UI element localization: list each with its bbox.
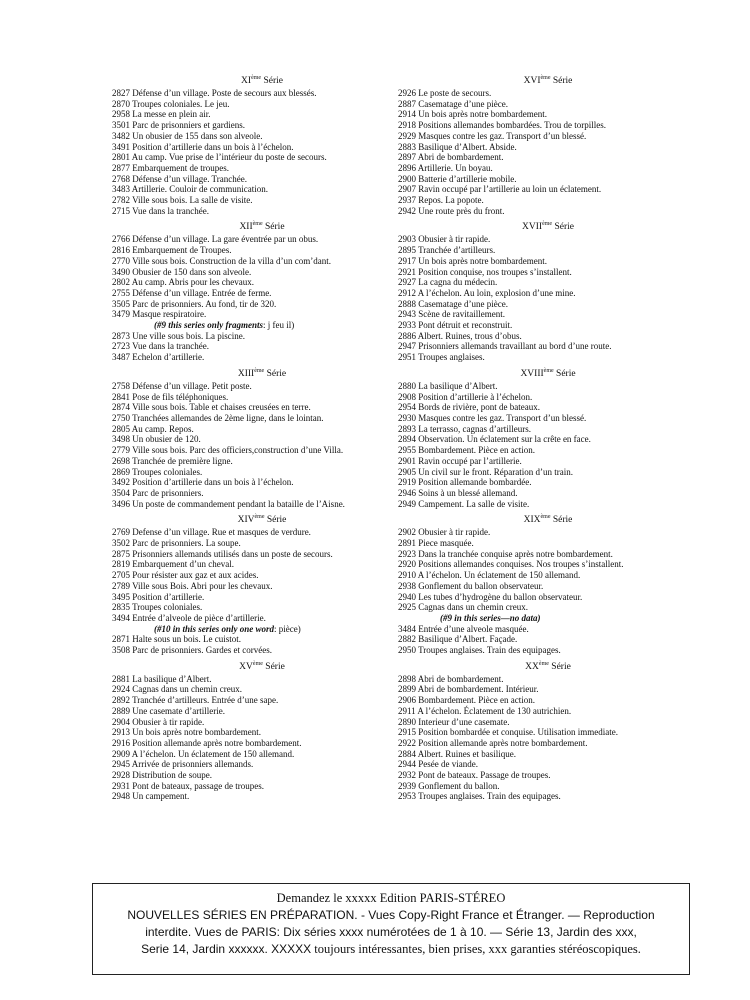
- series-title: [398, 75, 698, 87]
- series-roman: XVII: [522, 222, 543, 233]
- catalog-entry: 3498 Un obusier de 120.: [112, 434, 201, 445]
- catalog-entry: 2900 Batterie d’artillerie mobile.: [398, 173, 517, 184]
- catalog-entry: 2769 Defense d’un village. Rue et masques de verdure.: [112, 527, 311, 538]
- series-label: Série: [551, 661, 571, 672]
- catalog-entry: 3496 Un poste de commandement pendant la bataille de l’Aisne.: [112, 498, 345, 509]
- catalog-entry: 2827 Défense d’un village. Poste de secours aux blessés.: [112, 88, 317, 98]
- catalog-entry: 2893 La terrasso, cagnas d’artilleurs.: [398, 423, 531, 434]
- catalog-entry: 2871 Halte sous un bois. Le cuistot.: [112, 634, 241, 645]
- series-roman: XI: [241, 76, 252, 86]
- catalog-entry: 2921 Position conquise, nos troupes s’installent.: [398, 266, 572, 277]
- catalog-entry: 2884 Albert. Ruines et basilique.: [398, 748, 516, 759]
- series-sup: ème: [252, 221, 263, 228]
- series-roman: XIX: [523, 515, 541, 526]
- catalog-entry: 2873 Une ville sous bois. La piscine.: [112, 330, 245, 341]
- catalog-entry: 2755 Défense d’un village. Entrée de ferme.: [112, 287, 272, 298]
- editor-note-rest: : j feu il): [263, 320, 295, 331]
- series-section: [112, 661, 412, 802]
- catalog-entry: 2768 Défense d’un village. Tranchée.: [112, 173, 247, 184]
- series-title: [112, 75, 412, 87]
- catalog-entry: 2758 Défense d’un village. Petit poste.: [112, 380, 252, 391]
- catalog-entry: 2925 Cagnas dans un chemin creux.: [398, 602, 528, 613]
- catalog-entry: 2924 Cagnas dans un chemin creux.: [112, 684, 242, 695]
- catalog-entry: 2944 Pesée de viande.: [398, 759, 478, 770]
- catalog-entry: 2919 Position allemande bombardée.: [398, 477, 532, 488]
- series-label: Série: [554, 222, 574, 233]
- catalog-entry: 3495 Position d’artillerie.: [112, 591, 205, 602]
- series-section: [398, 514, 698, 655]
- catalog-entry: 2886 Albert. Ruines, trous d’obus.: [398, 330, 522, 341]
- series-section: [398, 75, 698, 216]
- series-label: Série: [265, 222, 285, 233]
- series-roman: XVI: [523, 76, 541, 86]
- series-sup: ème: [543, 367, 554, 374]
- catalog-entry: 2770 Ville sous bois. Construction de la villa d’un com’dant.: [112, 255, 332, 266]
- series-title: [398, 514, 698, 526]
- series-sup: ème: [254, 514, 265, 521]
- catalog-entry: 2945 Arrivée de prisonniers allemands.: [112, 759, 254, 770]
- catalog-entry: 2789 Ville sous Bois. Abri pour les chevaux.: [112, 580, 273, 591]
- catalog-entry: 2805 Au camp. Repos.: [112, 423, 194, 434]
- catalog-entry: 2715 Vue dans la tranchée.: [112, 205, 210, 216]
- editor-note-bold: (#9 in this series—no data): [440, 612, 541, 623]
- series-label: Série: [266, 368, 287, 379]
- catalog-entry: 2955 Bombardement. Pièce en action.: [398, 445, 535, 456]
- catalog-entry: 2880 La basilique d’Albert.: [398, 380, 498, 391]
- catalog-entry: 2951 Troupes anglaises.: [398, 352, 485, 363]
- catalog-entry: 2909 A l’échelon. Un éclatement de 150 allemand.: [112, 748, 295, 759]
- series-section: [112, 514, 412, 655]
- catalog-entry: 2902 Obusier à tir rapide.: [398, 527, 491, 538]
- catalog-entry: 2906 Bombardement. Pièce en action.: [398, 695, 535, 706]
- catalog-entry: 2899 Abri de bombardement. Intérieur.: [398, 684, 539, 695]
- catalog-entry: 3484 Entrée d’une alveole masquée.: [398, 623, 529, 634]
- series-section: [112, 221, 412, 362]
- catalog-entry: 2947 Prisonniers allemands travaillant au bord d’une route.: [398, 341, 612, 352]
- catalog-entry: 2896 Artillerie. Un boyau.: [398, 162, 493, 173]
- catalog-entry: 2929 Masques contre les gaz. Transport d’un blessé.: [398, 130, 587, 141]
- catalog-entry: 2927 La cagna du médecin.: [398, 277, 498, 288]
- catalog-entry: 2913 Un bois après notre bombardement.: [112, 727, 261, 738]
- catalog-entry: 2870 Troupes coloniales. Le jeu.: [112, 98, 230, 109]
- catalog-entry: 2926 Le poste de secours.: [398, 88, 492, 98]
- series-sup: ème: [252, 660, 263, 667]
- catalog-entry: 2931 Pont de bateaux, passage de troupes.: [112, 780, 264, 791]
- footer-box: [92, 883, 690, 975]
- catalog-entry: 2883 Basilique d’Albert. Abside.: [398, 141, 517, 152]
- series-label: Série: [263, 76, 283, 86]
- catalog-entry: 2782 Ville sous bois. La salle de visite.: [112, 195, 253, 206]
- catalog-entry: 2938 Gonflement du ballon observateur.: [398, 580, 544, 591]
- catalog-entry: 2895 Tranchée d’artilleurs.: [398, 245, 496, 256]
- catalog-entry: 2954 Bords de rivière, pont de bateaux.: [398, 402, 540, 413]
- series-section: [112, 75, 412, 216]
- series-sup: ème: [538, 660, 549, 667]
- catalog-entry: 3492 Position d’artillerie dans un bois à l’échelon.: [112, 477, 294, 488]
- catalog-entry: 2892 Tranchée d’artilleurs. Entrée d’une sape.: [112, 695, 279, 706]
- catalog-entry: 2943 Scène de ravitaillement.: [398, 309, 505, 320]
- catalog-entry: 2915 Position bombardée et conquise. Utilisation immediate.: [398, 727, 618, 738]
- catalog-entry: 2953 Troupes anglaises. Train des equipages.: [398, 791, 561, 802]
- catalog-entry: 2928 Distribution de soupe.: [112, 770, 212, 781]
- series-title: [398, 221, 698, 233]
- editor-note-bold: (#9 this series only fragments: [154, 320, 264, 331]
- left-column: [112, 75, 412, 807]
- catalog-entry: 3479 Masque respiratoire.: [112, 309, 207, 320]
- series-title: [398, 368, 698, 380]
- series-roman: XV: [239, 661, 253, 672]
- footer-line-1: Demandez le xxxxx Edition PARIS-STÉREO: [276, 891, 506, 905]
- catalog-entry: 2801 Au camp. Vue prise de l’intérieur du poste de secours.: [112, 152, 327, 163]
- catalog-entry: 2888 Casematage d’une pièce.: [398, 298, 508, 309]
- series-roman: XII: [239, 222, 253, 233]
- catalog-entry: 3505 Parc de prisonniers. Au fond, tir de 320.: [112, 298, 277, 309]
- catalog-entry: 2881 La basilique d’Albert.: [112, 673, 212, 684]
- catalog-entry: 2946 Soins à un blessé allemand.: [398, 487, 518, 498]
- catalog-entry: 2918 Positions allemandes bombardées. Trou de torpilles.: [398, 120, 606, 131]
- catalog-entry: 2949 Campement. La salle de visite.: [398, 498, 530, 509]
- footer-line-3: interdite. Vues de PARIS: Dix séries xxxx numérotées de 1 à 10. — Série 13, Jardin des xxx,: [145, 925, 637, 939]
- catalog-entry: 2819 Embarquement d’un cheval.: [112, 559, 234, 570]
- catalog-entry: 2835 Troupes coloniales.: [112, 602, 203, 613]
- footer-line-4-part-b: toujours intéressantes, bien prises, xxx garanties stéréoscopiques.: [311, 942, 641, 956]
- series-section: [398, 661, 698, 802]
- catalog-entry: 2901 Ravin occupé par l’artillerie.: [398, 455, 522, 466]
- catalog-entry: 2802 Au camp. Abris pour les chevaux.: [112, 277, 254, 288]
- editor-note-bold: (#10 in this series only one word: [154, 623, 275, 634]
- series-roman: XIII: [237, 368, 255, 379]
- catalog-entry: 2940 Les tubes d’hydrogène du ballon observateur.: [398, 591, 583, 602]
- editor-note: [112, 624, 412, 635]
- catalog-entry: 3491 Position d’artillerie dans un bois à l’échelon.: [112, 141, 294, 152]
- catalog-entry: 2920 Positions allemandes conquises. Nos troupes s’installent.: [398, 559, 624, 570]
- catalog-entry: 2908 Position d’artillerie à l’échelon.: [398, 391, 533, 402]
- series-title: [112, 368, 412, 380]
- catalog-entry: 2910 A l’échelon. Un éclatement de 150 allemand.: [398, 570, 581, 581]
- series-sup: ème: [542, 221, 553, 228]
- catalog-entry: 3501 Parc de prisonniers et gardiens.: [112, 120, 245, 131]
- series-title: [112, 221, 412, 233]
- catalog-entry: 3494 Entrée d’alveole de pièce d’artillerie.: [112, 612, 266, 623]
- editor-note: [398, 613, 698, 624]
- editor-note-rest: : pièce): [274, 623, 301, 634]
- catalog-entry: 2950 Troupes anglaises. Train des equipages.: [398, 645, 561, 656]
- series-section: [398, 221, 698, 362]
- catalog-entry: 2907 Ravin occupé par l’artillerie au loin un éclatement.: [398, 184, 602, 195]
- catalog-entry: 2930 Masques contre les gaz. Transport d’un blessé.: [398, 412, 587, 423]
- footer-line-4: [101, 941, 681, 958]
- catalog-entry: 3502 Parc de prisonniers. La soupe.: [112, 538, 241, 549]
- catalog-entry: 2877 Embarquement de troupes.: [112, 162, 229, 173]
- catalog-entry: 2705 Pour résister aux gaz et aux acides.: [112, 570, 259, 581]
- catalog-entry: 3482 Un obusier de 155 dans son alveole.: [112, 130, 263, 141]
- catalog-entry: 2911 A l’échelon. Éclatement de 130 autrichien.: [398, 705, 572, 716]
- catalog-entry: 2904 Obusier à tir rapide.: [112, 716, 205, 727]
- catalog-entry: 2942 Une route près du front.: [398, 205, 505, 216]
- catalog-entry: 3508 Parc de prisonniers. Gardes et corvées.: [112, 645, 272, 656]
- right-column: [398, 75, 698, 807]
- catalog-entry: 2750 Tranchées allemandes de 2ème ligne, dans le lointan.: [112, 412, 324, 423]
- catalog-entry: 2894 Observation. Un éclatement sur la crête en face.: [398, 434, 591, 445]
- series-label: Série: [552, 515, 573, 526]
- series-title: [112, 661, 412, 673]
- catalog-entry: 2841 Pose de fils téléphoniques.: [112, 391, 229, 402]
- footer-line-4-part-a: Serie 14, Jardin xxxxxx. XXXXX: [141, 942, 312, 956]
- footer-line-2: NOUVELLES SÉRIES EN PRÉPARATION. - Vues Copy-Right France et Étranger. — Reproduction: [127, 908, 655, 922]
- catalog-entry: 2916 Position allemande après notre bombardement.: [112, 737, 302, 748]
- catalog-entry: 2875 Prisonniers allemands utilisés dans un poste de secours.: [112, 548, 333, 559]
- catalog-entry: 2958 La messe en plein air.: [112, 109, 211, 120]
- catalog-entry: 3490 Obusier de 150 dans son alveole.: [112, 266, 252, 277]
- catalog-entry: 2816 Embarquement de Troupes.: [112, 245, 232, 256]
- catalog-entry: 2723 Vue dans la tranchée.: [112, 341, 210, 352]
- catalog-entry: 3487 Echelon d’artillerie.: [112, 352, 205, 363]
- catalog-entry: 2914 Un bois après notre bombardement.: [398, 109, 547, 120]
- catalog-entry: 2766 Défense d’un village. La gare éventrée par un obus.: [112, 234, 319, 245]
- catalog-entry: 2905 Un civil sur le front. Réparation d’un train.: [398, 466, 573, 477]
- catalog-entry: 2933 Pont détruit et reconstruit.: [398, 320, 513, 331]
- series-roman: XX: [525, 661, 539, 672]
- series-title: [112, 514, 412, 526]
- catalog-entry: 2948 Un campement.: [112, 791, 190, 802]
- catalog-entry: 2698 Tranchée de première ligne.: [112, 455, 233, 466]
- editor-note: [112, 320, 412, 331]
- series-roman: XIV: [237, 515, 255, 526]
- series-label: Série: [266, 515, 287, 526]
- series-sup: ème: [251, 75, 262, 81]
- series-label: Série: [265, 661, 285, 672]
- series-title: [398, 661, 698, 673]
- catalog-entry: 2917 Un bois après notre bombardement.: [398, 255, 547, 266]
- series-roman: XVIII: [520, 368, 544, 379]
- catalog-entry: 2874 Ville sous bois. Table et chaises creusées en terre.: [112, 402, 311, 413]
- catalog-entry: 2890 Interieur d’une casemate.: [398, 716, 510, 727]
- series-label: Série: [552, 76, 573, 86]
- catalog-entry: 2882 Basilique d’Albert. Façade.: [398, 634, 518, 645]
- catalog-entry: 2889 Une casemate d’artillerie.: [112, 705, 225, 716]
- catalog-entry: 2897 Abri de bombardement.: [398, 152, 504, 163]
- catalog-entry: 2898 Abri de bombardement.: [398, 673, 504, 684]
- catalog-entry: 2922 Position allemande après notre bombardement.: [398, 737, 588, 748]
- series-sup: ème: [540, 514, 551, 521]
- series-label: Série: [556, 368, 576, 379]
- series-sup: ème: [540, 75, 551, 81]
- catalog-entry: 2891 Piece masquée.: [398, 538, 474, 549]
- catalog-entry: 2887 Casematage d’une pièce.: [398, 98, 508, 109]
- series-section: [398, 368, 698, 509]
- catalog-entry: 3483 Artillerie. Couloir de communication.: [112, 184, 268, 195]
- series-section: [112, 368, 412, 509]
- catalog-entry: 2903 Obusier à tir rapide.: [398, 234, 491, 245]
- catalog-entry: 2939 Gonflement du ballon.: [398, 780, 500, 791]
- series-sup: ème: [254, 367, 265, 374]
- catalog-entry: 2912 A l’échelon. Au loin, explosion d’une mine.: [398, 287, 576, 298]
- catalog-entry: 2923 Dans la tranchée conquise après notre bombardement.: [398, 548, 613, 559]
- catalog-entry: 2932 Pont de bateaux. Passage de troupes.: [398, 770, 551, 781]
- catalog-entry: 3504 Parc de prisonniers.: [112, 487, 204, 498]
- catalog-entry: 2779 Ville sous bois. Parc des officiers,construction d’une Villa.: [112, 445, 344, 456]
- catalog-entry: 2937 Repos. La popote.: [398, 195, 484, 206]
- catalog-entry: 2869 Troupes coloniales.: [112, 466, 203, 477]
